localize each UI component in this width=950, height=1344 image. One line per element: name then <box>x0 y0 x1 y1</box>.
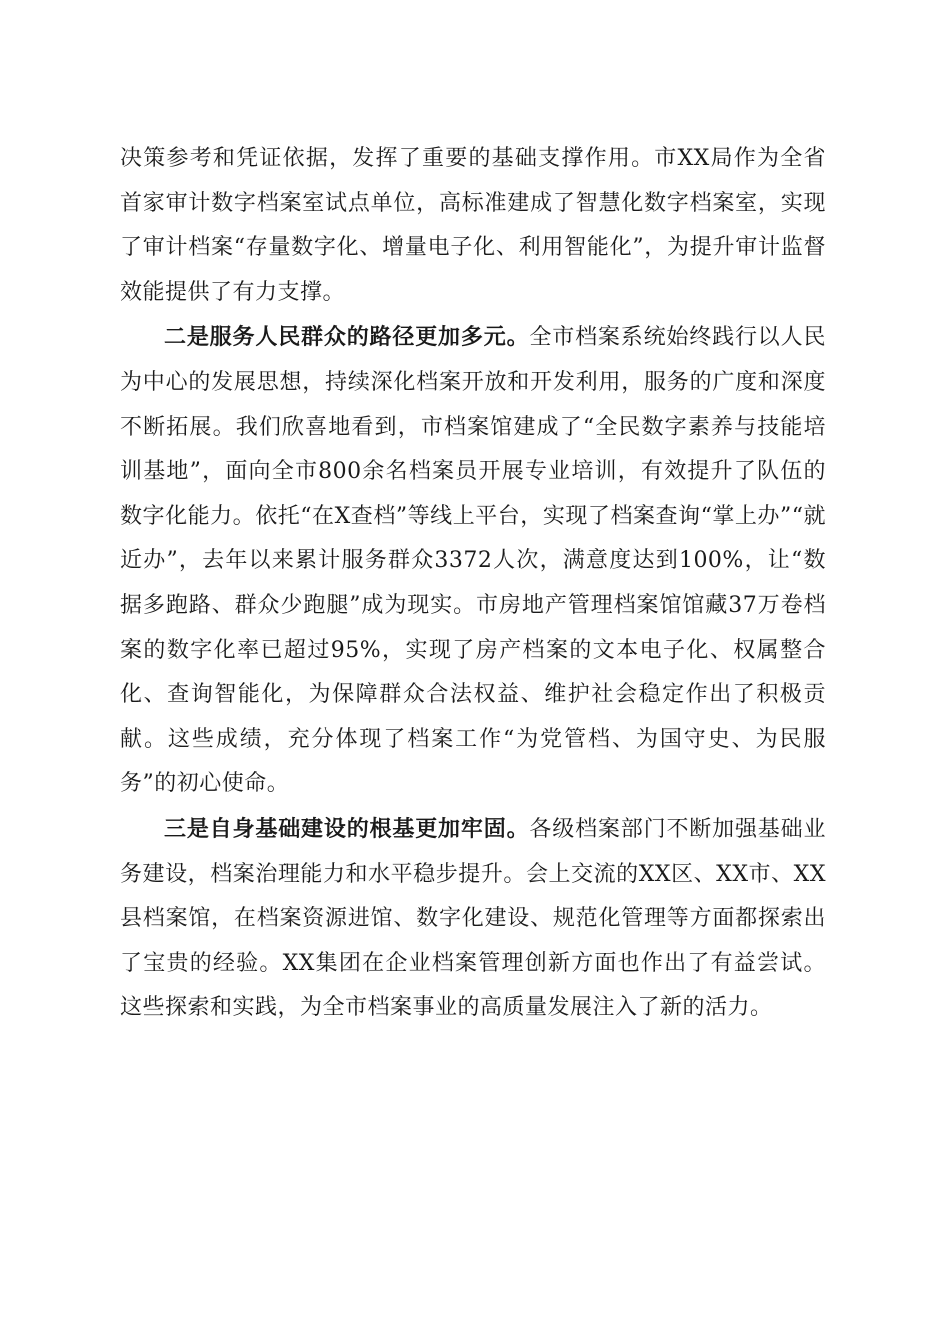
paragraph-lead-heading: 二是服务人民群众的路径更加多元。 <box>164 324 530 351</box>
paragraph-text: 决策参考和凭证依据，发挥了重要的基础支撑作用。市XX局作为全省首家审计数字档案室试点单位，高标准建成了智慧化数字档案室，实现了审计档案“存量数字化、增量电子化、利用智能化”，为提升审计监督效能提供了有力支撑。 <box>120 146 826 305</box>
paragraph-lead-heading: 三是自身基础建设的根基更加牢固。 <box>164 815 530 842</box>
paragraph-text: 全市档案系统始终践行以人民为中心的发展思想，持续深化档案开放和开发利用，服务的广度和深度不断拓展。我们欣喜地看到，市档案馆建成了“全民数字素养与技能培训基地”，面向全市800余名档案员开展专业培训，有效提升了队伍的数字化能力。依托“在X查档”等线上平台，实现了档案查询“掌上办”“就近办”，去年以来累计服务群众3372人次，满意度达到100%，让“数据多跑路、群众少跑腿”成为现实。市房地产管理档案馆馆藏37万卷档案的数字化率已超过95%，实现了房产档案的文本电子化、权属整合化、查询智能化，为保障群众合法权益、维护社会稳定作出了积极贡献。这些成绩，充分体现了档案工作“为党管档、为国守史、为民服务”的初心使命。 <box>120 325 826 797</box>
paragraph-continuation <box>120 137 826 315</box>
document-body <box>120 137 826 1031</box>
paragraph-foundation <box>120 807 826 1031</box>
paragraph-text: 各级档案部门不断加强基础业务建设，档案治理能力和水平稳步提升。会上交流的XX区、XX市、XX县档案馆，在档案资源进馆、数字化建设、规范化管理等方面都探索出了宝贵的经验。XX集团在企业档案管理创新方面也作出了有益尝试。这些探索和实践，为全市档案事业的高质量发展注入了新的活力。 <box>120 816 826 1021</box>
paragraph-service-public <box>120 315 826 807</box>
